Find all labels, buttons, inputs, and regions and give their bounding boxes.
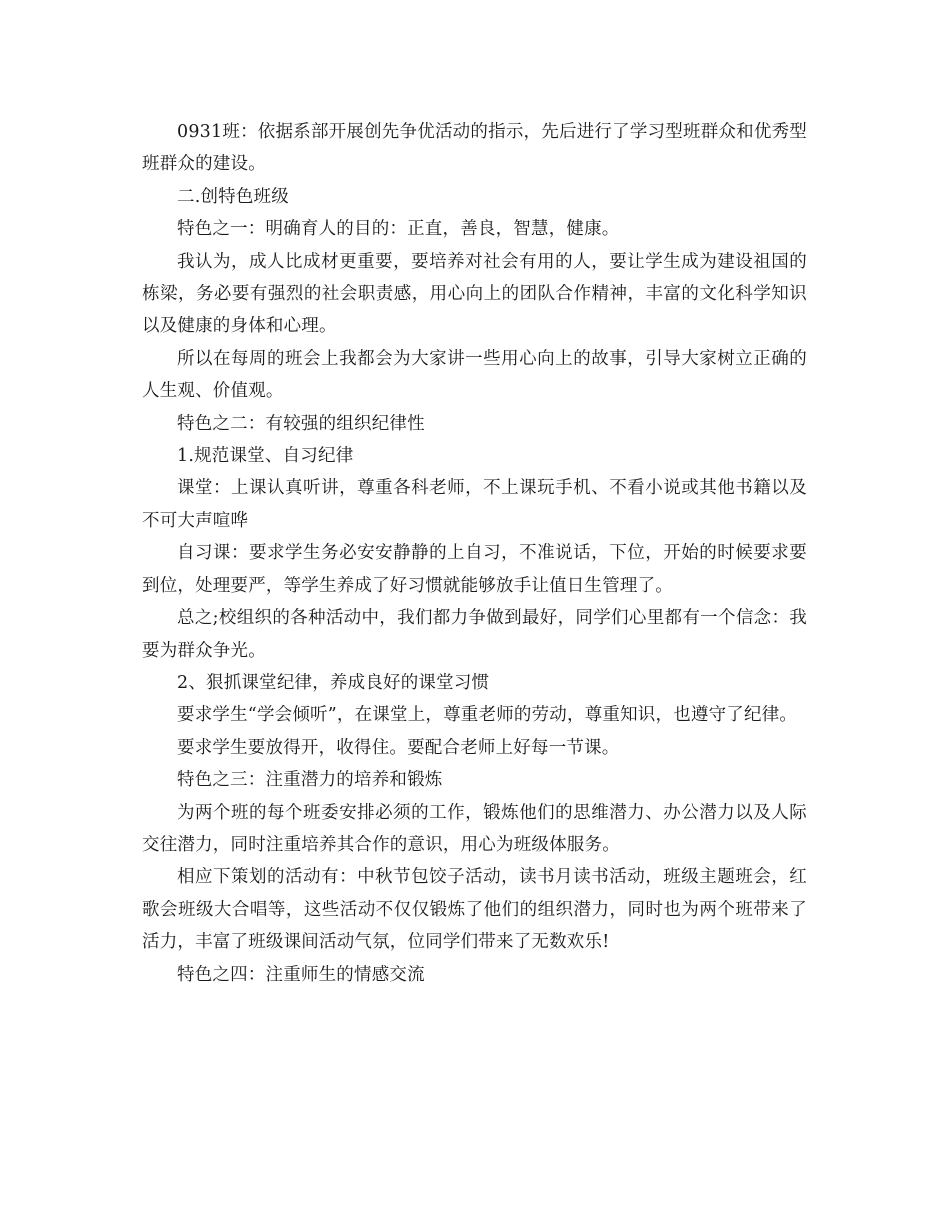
- paragraph-education-goal: 我认为，成人比成材更重要，要培养对社会有用的人，要让学生成为建设祖国的栋梁，务必要有强烈的社会职责感，用心向上的团队合作精神，丰富的文化科学知识以及健康的身体和心理。: [142, 251, 807, 337]
- feature-four-heading: 特色之四：注重师生的情感交流: [177, 964, 425, 985]
- paragraph-summary: 总之;校组织的各种活动中，我们都力争做到最好，同学们心里都有一个信念：我要为群众争光。: [142, 608, 807, 661]
- subheading-discipline: 1.规范课堂、自习纪律: [177, 446, 354, 467]
- document-body: [142, 116, 807, 991]
- paragraph-self-study: 自习课：要求学生务必安安静静的上自习，不准说话，下位，开始的时候要求要到位，处理要严，等学生养成了好习惯就能够放手让值日生管理了。: [142, 543, 807, 596]
- paragraph-listening: 要求学生“学会倾听”，在课堂上，尊重老师的劳动，尊重知识，也遵守了纪律。: [177, 705, 798, 726]
- feature-two-heading: 特色之二：有较强的组织纪律性: [177, 413, 425, 434]
- paragraph-class-0931: 0931班：依据系部开展创先争优活动的指示，先后进行了学习型班群众和优秀型班群众的建设。: [142, 122, 807, 175]
- paragraph-cooperation: 要求学生要放得开，收得住。要配合老师上好每一节课。: [177, 737, 620, 758]
- paragraph-committee: 为两个班的每个班委安排必须的工作，锻炼他们的思维潜力、办公潜力以及人际交往潜力，同时注重培养其合作的意识，用心为班级体服务。: [142, 802, 807, 855]
- section-heading-special-class: 二.创特色班级: [177, 186, 289, 207]
- feature-three-heading: 特色之三：注重潜力的培养和锻炼: [177, 770, 443, 791]
- paragraph-class-meeting: 所以在每周的班会上我都会为大家讲一些用心向上的故事，引导大家树立正确的人生观、价值观。: [142, 348, 807, 402]
- paragraph-activities: 相应下策划的活动有：中秋节包饺子活动，读书月读书活动，班级主题班会，红歌会班级大合唱等，这些活动不仅仅锻炼了他们的组织潜力，同时也为两个班带来了活力，丰富了班级课间活动气氛，位同学们带来了无数欢乐!: [142, 867, 807, 953]
- subheading-classroom-habits: 2、狠抓课堂纪律，养成良好的课堂习惯: [177, 672, 490, 693]
- paragraph-classroom: 课堂：上课认真听讲，尊重各科老师，不上课玩手机、不看小说或其他书籍以及不可大声喧哗: [142, 478, 807, 531]
- feature-one-heading: 特色之一：明确育人的目的：正直，善良，智慧，健康。: [177, 219, 620, 240]
